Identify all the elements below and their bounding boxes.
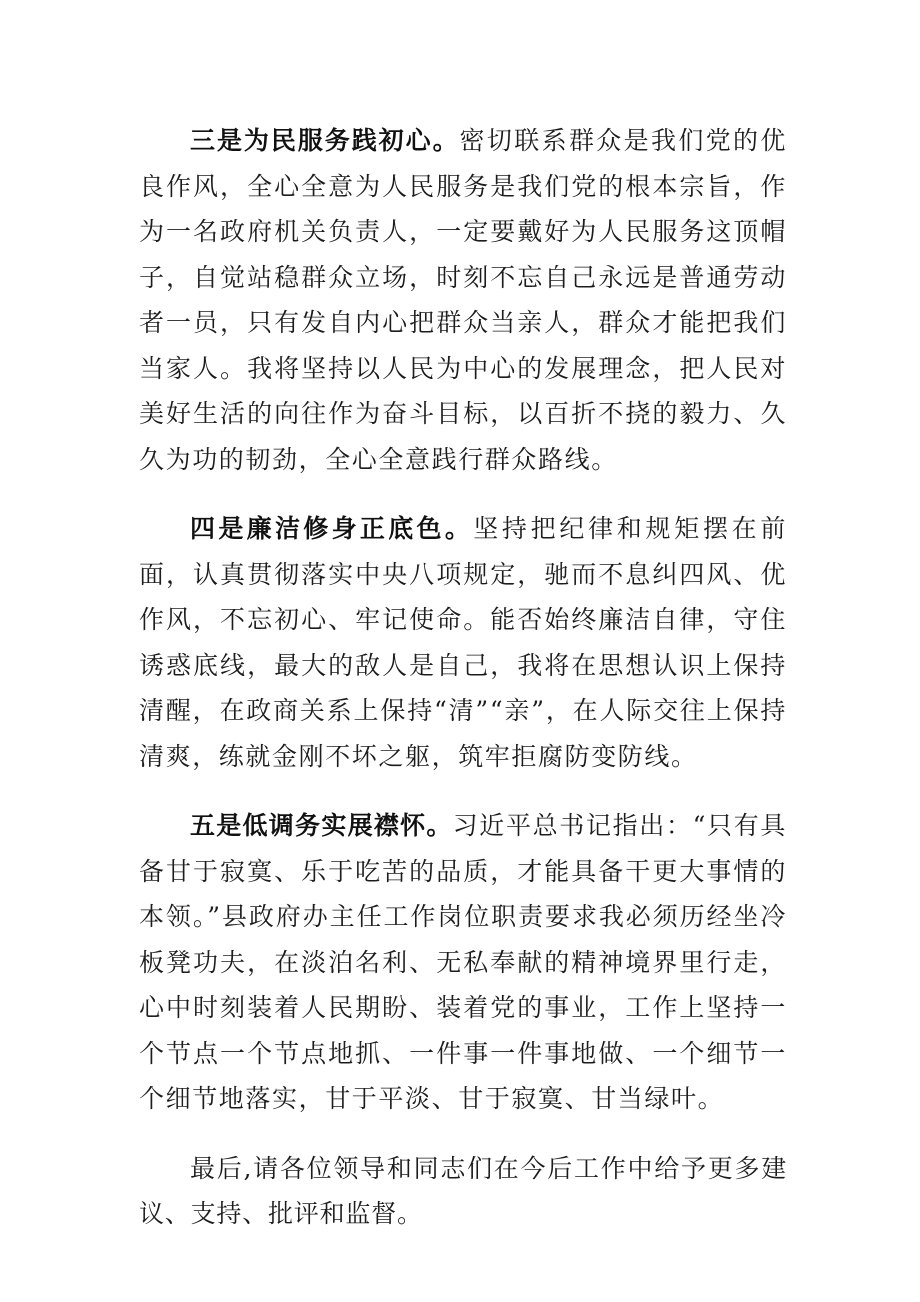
paragraph-serve-people	[139, 118, 787, 482]
paragraph-integrity	[139, 506, 787, 779]
paragraph-heading: 五是低调务实展襟怀。	[190, 811, 453, 840]
paragraph-text: 坚持把纪律和规矩摆在前面，认真贯彻落实中央八项规定，驰而不息纠四风、优作风，不忘初心、牢记使命。能否始终廉洁自律，守住诱惑底线，最大的敌人是自己，我将在思想认识上保持清醒，在政商关系上保持“清”“亲”，在人际交往上保持清爽，练就金刚不坏之躯，筑牢拒腐防变防线。	[139, 514, 787, 771]
paragraph-text: 习近平总书记指出：“只有具备甘于寂寞、乐于吃苦的品质，才能具备干更大事情的本领。”县政府办主任工作岗位职责要求我必须历经坐冷板凳功夫，在淡泊名利、无私奉献的精神境界里行走，心中时刻装着人民期盼、装着党的事业，工作上坚持一个节点一个节点地抓、一件事一件事地做、一个细节一个细节地落实，甘于平淡、甘于寂寞、甘当绿叶。	[139, 811, 787, 1113]
closing-paragraph: 最后,请各位领导和同志们在今后工作中给予更多建议、支持、批评和监督。	[139, 1153, 787, 1228]
paragraph-low-key	[139, 803, 787, 1122]
document-body	[139, 118, 787, 1261]
paragraph-text: 密切联系群众是我们党的优良作风，全心全意为人民服务是我们党的根本宗旨，作为一名政府机关负责人，一定要戴好为人民服务这顶帽子，自觉站稳群众立场，时刻不忘自己永远是普通劳动者一员，只有发自内心把群众当亲人，群众才能把我们当家人。我将坚持以人民为中心的发展理念，把人民对美好生活的向往作为奋斗目标，以百折不挠的毅力、久久为功的韧劲，全心全意践行群众路线。	[139, 126, 787, 474]
paragraph-heading: 三是为民服务践初心。	[190, 126, 460, 155]
paragraph-heading: 四是廉洁修身正底色。	[190, 514, 474, 543]
